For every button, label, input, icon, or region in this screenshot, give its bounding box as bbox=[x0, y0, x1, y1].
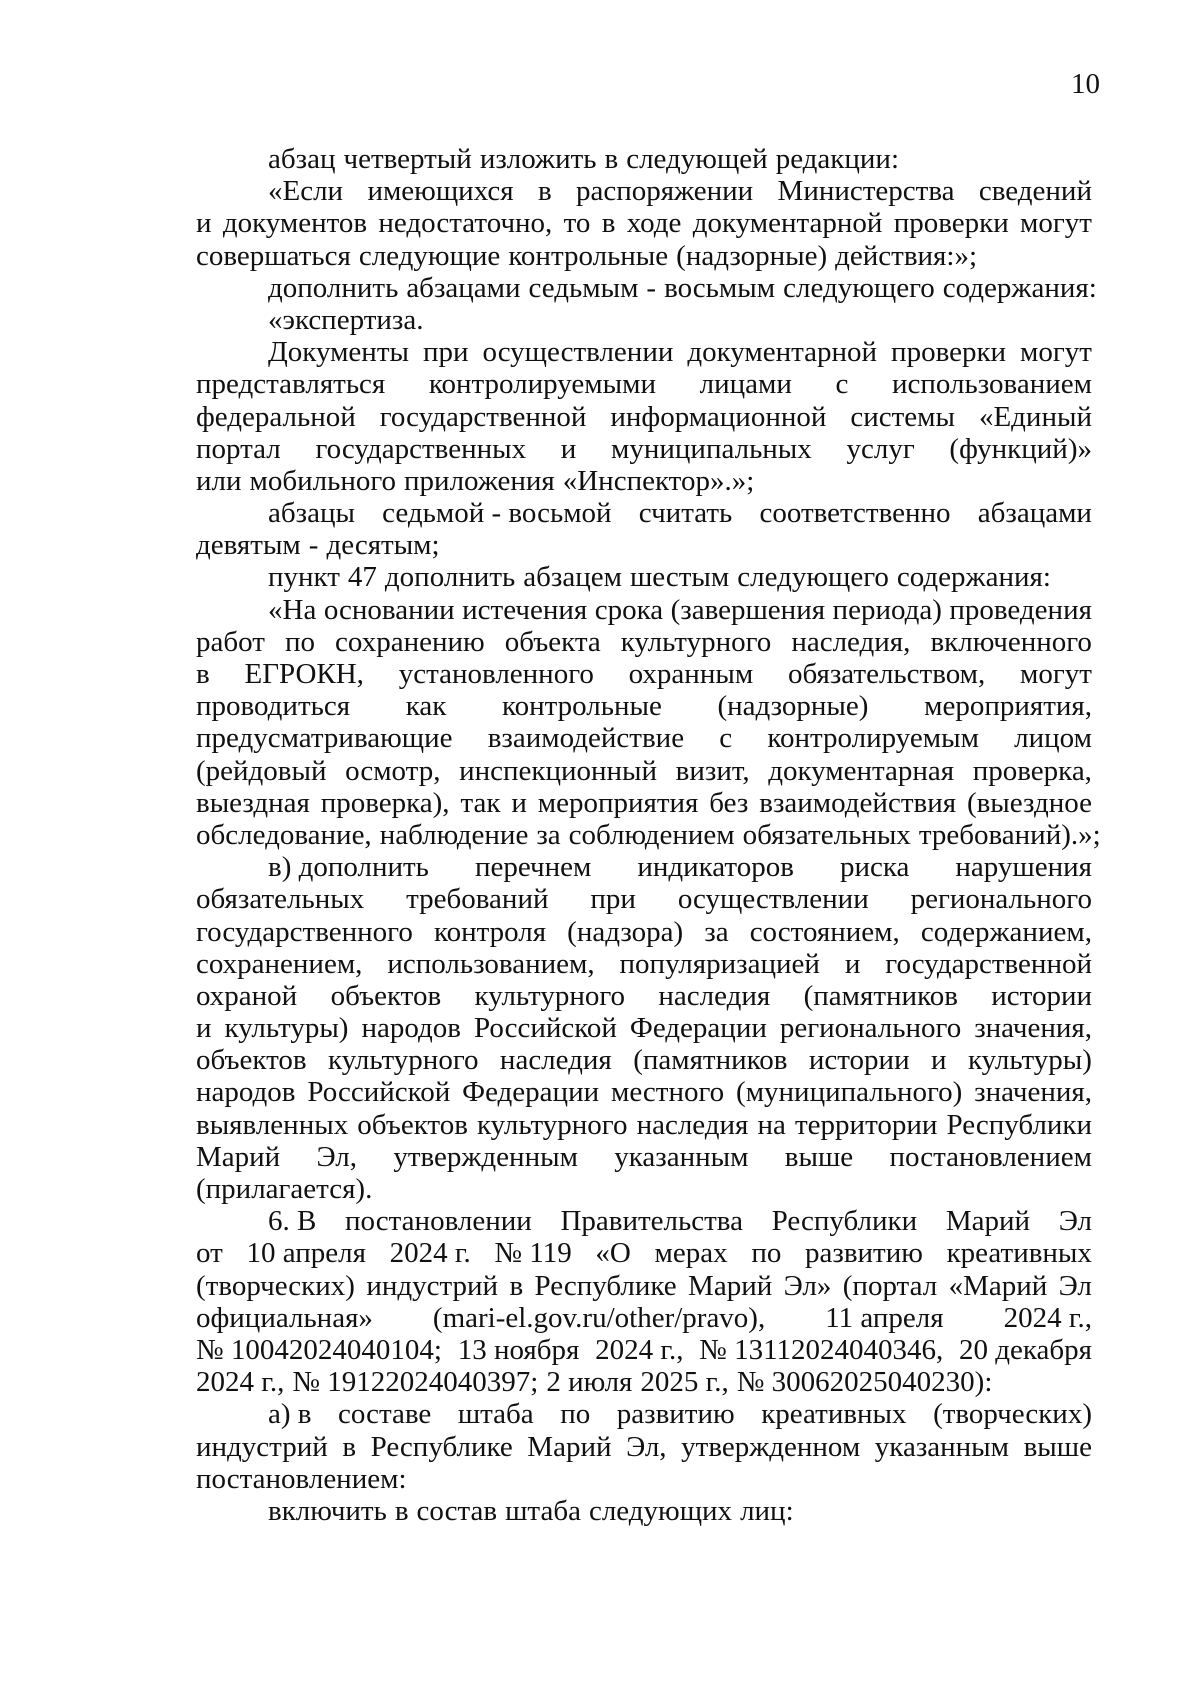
word: креативных bbox=[761, 1398, 907, 1431]
word: периода) bbox=[832, 593, 942, 626]
word: требований).»; bbox=[918, 818, 1101, 851]
text-line bbox=[196, 143, 1092, 175]
word: по bbox=[560, 1398, 591, 1431]
word: на bbox=[757, 1108, 786, 1141]
word: абзацы bbox=[268, 497, 355, 530]
word: восьмым bbox=[664, 271, 776, 304]
word: значения, bbox=[974, 1076, 1092, 1109]
text-line bbox=[196, 1270, 1092, 1302]
word: риска bbox=[839, 851, 910, 884]
word: (прилагается). bbox=[196, 1173, 373, 1205]
text-line bbox=[196, 690, 1092, 722]
word: и bbox=[560, 432, 577, 465]
word: (надзорные) bbox=[676, 239, 828, 272]
word: изложить bbox=[479, 143, 597, 175]
word: 10 апреля bbox=[246, 1237, 366, 1270]
word: развитию bbox=[616, 1398, 735, 1431]
word: осмотр, bbox=[345, 754, 441, 787]
text-line bbox=[196, 980, 1092, 1012]
text-line bbox=[196, 561, 1092, 593]
word: осуществлении bbox=[677, 883, 869, 916]
word: государственной bbox=[885, 947, 1092, 980]
word: документарной bbox=[692, 207, 883, 240]
word: Республики bbox=[771, 1205, 918, 1238]
word: постановлением: bbox=[196, 1462, 407, 1495]
text-line bbox=[196, 916, 1092, 948]
text-line bbox=[196, 368, 1092, 400]
word: мероприятия, bbox=[924, 690, 1092, 723]
word: индустрий bbox=[366, 1269, 499, 1302]
word: ходе bbox=[626, 207, 682, 240]
word: содержанием, bbox=[920, 915, 1092, 948]
word: содержания: bbox=[942, 271, 1097, 304]
word: считать bbox=[638, 497, 733, 530]
word: и bbox=[511, 786, 527, 819]
word: культурного bbox=[476, 1108, 628, 1141]
word: лиц: bbox=[740, 1494, 794, 1527]
word: седьмым bbox=[528, 271, 639, 304]
word: (творческих) bbox=[196, 1269, 355, 1302]
word: сведений bbox=[978, 175, 1092, 208]
word: контролируемыми bbox=[428, 368, 656, 401]
word: регионального bbox=[779, 1012, 962, 1045]
document-body bbox=[196, 143, 1101, 1527]
word: креативных bbox=[946, 1237, 1092, 1270]
word: федеральной bbox=[196, 400, 356, 433]
word: по bbox=[284, 625, 315, 658]
word: государственных bbox=[315, 432, 527, 465]
word: контрольные bbox=[508, 239, 669, 272]
word: следующего bbox=[737, 561, 889, 594]
word: системы bbox=[850, 400, 955, 433]
word: обязательством, bbox=[787, 658, 986, 690]
word: как bbox=[405, 690, 447, 723]
word: Марий bbox=[945, 1205, 1031, 1238]
word: местного bbox=[610, 1076, 725, 1109]
word: (памятников bbox=[633, 1044, 788, 1077]
word: наследия bbox=[499, 1044, 612, 1077]
text-line bbox=[196, 787, 1092, 819]
word: с bbox=[719, 722, 733, 755]
word: истории bbox=[808, 1044, 910, 1077]
word: индустрий bbox=[196, 1430, 328, 1463]
word: охраной bbox=[196, 979, 298, 1012]
word: установленного bbox=[398, 658, 594, 690]
word: Министерства bbox=[777, 175, 955, 208]
word: срока bbox=[594, 593, 664, 626]
word: включить bbox=[268, 1494, 387, 1527]
word: составе bbox=[338, 1398, 432, 1431]
text-line bbox=[196, 433, 1092, 465]
word: документов bbox=[222, 207, 368, 240]
word: без bbox=[709, 786, 749, 819]
word: лицом bbox=[1014, 722, 1092, 755]
text-line bbox=[196, 722, 1092, 754]
word: контроля bbox=[433, 915, 547, 948]
word: в bbox=[604, 143, 619, 175]
word: регионального bbox=[910, 883, 1092, 916]
word: (функций)» bbox=[949, 432, 1092, 465]
word: «экспертиза. bbox=[268, 303, 424, 336]
word: - bbox=[308, 529, 319, 562]
word: - bbox=[646, 271, 657, 304]
text-line bbox=[196, 1205, 1092, 1237]
word: культуры) bbox=[967, 1044, 1092, 1077]
word: мерах bbox=[654, 1237, 728, 1270]
word: постановлением bbox=[889, 1140, 1092, 1173]
word: визит, bbox=[675, 754, 750, 787]
word: № 13112024040346, bbox=[699, 1333, 944, 1366]
word: Республике bbox=[534, 1269, 677, 1302]
word: содержания: bbox=[896, 561, 1051, 594]
word: ЕГРОКН, bbox=[244, 658, 364, 690]
word: штаба bbox=[505, 1494, 581, 1527]
word: народов bbox=[196, 1076, 296, 1109]
word: (творческих) bbox=[933, 1398, 1092, 1431]
text-line bbox=[196, 626, 1092, 658]
word: десятым; bbox=[326, 529, 440, 562]
word: за bbox=[704, 915, 729, 948]
word: взаимодействие bbox=[487, 722, 685, 755]
word: сохранением, bbox=[196, 947, 363, 980]
word: «Инспектор».»; bbox=[562, 464, 755, 497]
word: использованием, bbox=[387, 947, 595, 980]
word: обязательных bbox=[742, 818, 911, 851]
word: истории bbox=[991, 979, 1092, 1012]
word: следующей bbox=[626, 143, 768, 175]
word: работ bbox=[196, 625, 265, 658]
word: (рейдовый bbox=[196, 754, 327, 787]
text-line bbox=[196, 1463, 1092, 1495]
word: объектов bbox=[357, 1108, 468, 1141]
word: представляться bbox=[196, 368, 386, 401]
word: 2024 г., bbox=[595, 1333, 684, 1366]
word: 11 апреля bbox=[825, 1301, 944, 1334]
word: «Единый bbox=[978, 400, 1092, 433]
word: дополнить bbox=[268, 271, 399, 304]
word: перечнем bbox=[474, 851, 592, 884]
word: штаба bbox=[457, 1398, 534, 1431]
word: приложения bbox=[404, 464, 555, 497]
text-line bbox=[196, 594, 1092, 626]
text-line bbox=[196, 207, 1092, 239]
word: услуг bbox=[846, 432, 915, 465]
word: обязательных bbox=[196, 883, 365, 916]
word: постановлении bbox=[345, 1205, 532, 1238]
text-line bbox=[196, 658, 1092, 690]
text-line bbox=[196, 240, 1092, 272]
word: объекта bbox=[504, 625, 601, 658]
word: в bbox=[509, 1269, 524, 1302]
word: по bbox=[751, 1237, 782, 1270]
word: № 30062025040230): bbox=[736, 1366, 993, 1399]
word: государственного bbox=[196, 915, 413, 948]
word: (надзора) bbox=[567, 915, 684, 948]
word: истечения bbox=[462, 593, 588, 626]
text-line bbox=[196, 497, 1092, 529]
word: значения, bbox=[974, 1012, 1092, 1045]
word: 2024 г., bbox=[196, 1366, 285, 1399]
word: а) в bbox=[268, 1398, 312, 1431]
word: пункт bbox=[268, 561, 340, 594]
word: Эл bbox=[1058, 1269, 1092, 1302]
word: 6. В bbox=[268, 1205, 317, 1238]
word: утвержденным bbox=[393, 1140, 578, 1173]
word: Марий bbox=[688, 1269, 773, 1302]
text-line bbox=[196, 401, 1092, 433]
word: муниципальных bbox=[611, 432, 812, 465]
word: «Марий bbox=[948, 1269, 1048, 1302]
word: указанным bbox=[614, 1140, 749, 1173]
word: Эл, bbox=[316, 1140, 357, 1173]
word: наблюдение bbox=[379, 818, 529, 851]
word: абзацами bbox=[406, 271, 521, 304]
word: Федерации bbox=[462, 1076, 600, 1109]
word: Эл, bbox=[626, 1430, 667, 1463]
text-line bbox=[196, 1398, 1092, 1430]
word: в bbox=[601, 207, 616, 240]
word: в) дополнить bbox=[268, 851, 429, 884]
word: 2025 г., bbox=[640, 1366, 729, 1399]
word: шестым bbox=[629, 561, 730, 594]
word: дополнить bbox=[384, 561, 516, 594]
text-line bbox=[196, 175, 1092, 207]
word: при bbox=[590, 883, 636, 916]
word: и bbox=[196, 1012, 212, 1045]
text-line bbox=[196, 1141, 1092, 1173]
word: Марий bbox=[527, 1430, 612, 1463]
word: следующие bbox=[358, 239, 501, 272]
word: наследия bbox=[658, 979, 771, 1012]
word: предусматривающие bbox=[196, 722, 453, 755]
word: соответственно bbox=[759, 497, 951, 530]
word: распоряжении bbox=[576, 175, 754, 208]
text-line bbox=[196, 1076, 1092, 1108]
word: культуры) bbox=[224, 1012, 349, 1045]
word: проверки bbox=[893, 207, 1009, 240]
word: индикаторов bbox=[637, 851, 794, 884]
word: культурного bbox=[620, 625, 772, 658]
word: использованием bbox=[892, 368, 1092, 401]
word: состав bbox=[416, 1494, 498, 1527]
word: культурного bbox=[328, 1044, 479, 1077]
word: или bbox=[196, 464, 242, 497]
word: в bbox=[537, 175, 552, 208]
word: (муниципального) bbox=[736, 1076, 963, 1109]
word: объектов bbox=[196, 1044, 307, 1077]
word: информационной bbox=[610, 400, 827, 433]
word: нарушения bbox=[955, 851, 1092, 884]
word: и bbox=[196, 207, 212, 240]
text-line bbox=[196, 465, 1092, 497]
word: выявленных bbox=[196, 1108, 349, 1141]
word: Правительства bbox=[560, 1205, 743, 1238]
word: следующего bbox=[783, 271, 935, 304]
word: «На bbox=[268, 593, 317, 626]
page-number: 10 bbox=[1071, 68, 1100, 100]
word: Эл bbox=[1058, 1205, 1092, 1238]
word: выше bbox=[1023, 1430, 1092, 1463]
word: (памятников bbox=[803, 979, 958, 1012]
text-line bbox=[196, 1044, 1092, 1076]
word: недостаточно, bbox=[378, 207, 553, 240]
word: территории bbox=[795, 1108, 938, 1141]
word: 2024 г., bbox=[1003, 1301, 1092, 1334]
word: с bbox=[835, 368, 849, 401]
word: Марий bbox=[196, 1140, 281, 1173]
text-line bbox=[196, 1109, 1092, 1141]
word: Республики bbox=[946, 1108, 1092, 1141]
word: культурного bbox=[474, 979, 626, 1012]
word: 47 bbox=[347, 561, 377, 594]
word: и bbox=[844, 947, 861, 980]
word: абзацами bbox=[977, 497, 1092, 530]
word: абзац bbox=[268, 143, 336, 175]
word: редакции: bbox=[775, 143, 900, 175]
word: требований bbox=[406, 883, 549, 916]
word: 13 ноября bbox=[457, 1333, 580, 1366]
word: наследия bbox=[636, 1108, 749, 1141]
word: «Если bbox=[268, 175, 344, 208]
word: указанным bbox=[874, 1430, 1010, 1463]
word: девятым bbox=[196, 529, 301, 562]
word: четвертый bbox=[343, 143, 472, 175]
word: Документы bbox=[268, 336, 409, 369]
word: выше bbox=[784, 1140, 854, 1173]
word: соблюдением bbox=[568, 818, 735, 851]
word: в bbox=[342, 1430, 357, 1463]
word: за bbox=[536, 818, 561, 851]
word: (выездное bbox=[966, 786, 1092, 819]
word: наследия, bbox=[791, 625, 911, 658]
word: в bbox=[394, 1494, 409, 1527]
word: (mari-el.gov.ru/other/pravo), bbox=[432, 1301, 766, 1334]
text-line bbox=[196, 851, 1092, 883]
word: 2024 г. bbox=[389, 1237, 471, 1270]
word: взаимодействия bbox=[759, 786, 957, 819]
word: так bbox=[460, 786, 501, 819]
word: объектов bbox=[330, 979, 442, 1012]
word: утвержденном bbox=[681, 1430, 861, 1463]
word: следующих bbox=[588, 1494, 733, 1527]
word: «О bbox=[595, 1237, 631, 1270]
word: государственной bbox=[379, 400, 587, 433]
word: контрольные bbox=[501, 690, 662, 723]
word: выездная bbox=[196, 786, 310, 819]
word: документарной bbox=[687, 336, 878, 369]
text-line bbox=[196, 1495, 1092, 1527]
word: в bbox=[196, 658, 210, 690]
word: Федерации bbox=[629, 1012, 767, 1045]
text-line bbox=[196, 1366, 1092, 1398]
word: действия:»; bbox=[835, 239, 978, 272]
text-line bbox=[196, 529, 1092, 561]
word: лицами bbox=[699, 368, 792, 401]
word: проверка), bbox=[320, 786, 450, 819]
text-line bbox=[196, 755, 1092, 787]
word: официальная» bbox=[196, 1301, 373, 1334]
word: проверка, bbox=[972, 754, 1092, 787]
word: и bbox=[931, 1044, 947, 1077]
word: обследование, bbox=[196, 818, 372, 851]
text-line bbox=[196, 336, 1092, 368]
word: мероприятия bbox=[537, 786, 699, 819]
text-line bbox=[196, 818, 1101, 851]
word: портал bbox=[196, 432, 281, 465]
word: мобильного bbox=[249, 464, 397, 497]
word: состоянием, bbox=[749, 915, 900, 948]
word: абзацем bbox=[523, 561, 622, 594]
word: совершаться bbox=[196, 239, 351, 272]
word: проведения bbox=[949, 593, 1092, 626]
word: 20 декабря bbox=[958, 1333, 1092, 1366]
text-line bbox=[196, 1237, 1092, 1269]
word: популяризацией bbox=[619, 947, 820, 980]
word: № 10042024040104; bbox=[196, 1333, 442, 1366]
word: имеющихся bbox=[367, 175, 514, 208]
text-line bbox=[196, 1431, 1092, 1463]
word: (портал bbox=[842, 1269, 938, 1302]
word: 2 июля bbox=[546, 1366, 633, 1399]
word: то bbox=[563, 207, 591, 240]
word: документарная bbox=[768, 754, 955, 787]
word: Российской bbox=[473, 1012, 617, 1045]
word: основании bbox=[323, 593, 455, 626]
word: развитию bbox=[805, 1237, 923, 1270]
word: № 19122024040397; bbox=[292, 1366, 539, 1399]
text-line bbox=[196, 948, 1092, 980]
word: осуществлении bbox=[482, 336, 674, 369]
word: № 119 bbox=[494, 1237, 572, 1270]
word: охранным bbox=[628, 658, 754, 690]
word: Российской bbox=[307, 1076, 451, 1109]
text-line bbox=[196, 883, 1092, 915]
word: от bbox=[196, 1237, 223, 1270]
text-line bbox=[196, 1012, 1092, 1044]
word: могут bbox=[1020, 336, 1092, 369]
word: народов bbox=[361, 1012, 461, 1045]
word: могут bbox=[1020, 207, 1092, 240]
text-line bbox=[196, 1334, 1092, 1366]
text-line bbox=[196, 304, 1092, 336]
word: Республике bbox=[370, 1430, 513, 1463]
text-line bbox=[196, 1302, 1092, 1334]
word: Эл» bbox=[783, 1269, 832, 1302]
word: седьмой - восьмой bbox=[382, 497, 612, 530]
text-line bbox=[196, 271, 1097, 304]
word: включенного bbox=[930, 625, 1092, 658]
word: проводиться bbox=[196, 690, 351, 723]
word: могут bbox=[1020, 658, 1092, 690]
word: контролируемым bbox=[767, 722, 979, 755]
word: при bbox=[422, 336, 469, 369]
word: (завершения bbox=[670, 593, 826, 626]
text-line bbox=[196, 1173, 1092, 1205]
word: проверки bbox=[891, 336, 1007, 369]
word: инспекционный bbox=[459, 754, 658, 787]
word: (надзорные) bbox=[717, 690, 869, 723]
word: сохранению bbox=[335, 625, 485, 658]
